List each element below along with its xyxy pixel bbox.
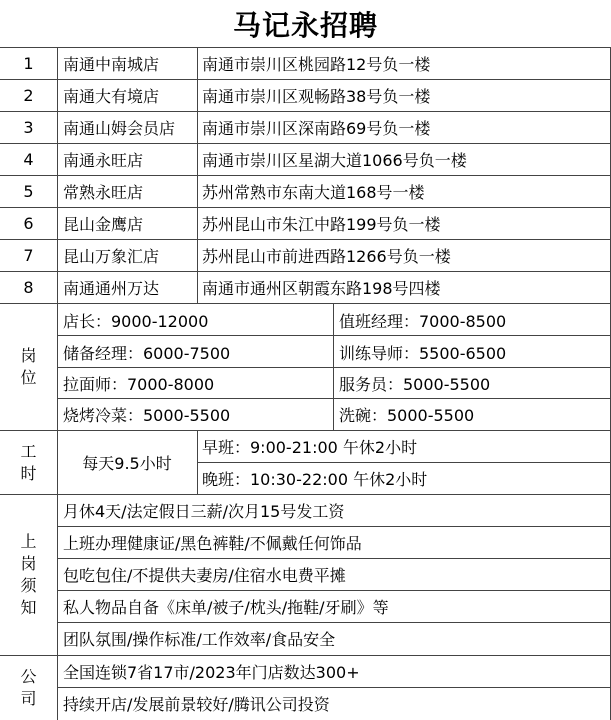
grid-line <box>197 47 198 303</box>
grid-line <box>0 430 611 431</box>
store-name: 南通大有境店 <box>63 86 160 106</box>
grid-line <box>0 271 611 272</box>
position-salary: 值班经理：7000-8500 <box>339 311 507 331</box>
position-salary: 储备经理：6000-7500 <box>63 343 231 363</box>
daily-hours: 每天9.5小时 <box>82 454 172 473</box>
page-title: 马记永招聘 <box>232 8 378 42</box>
position-salary: 店长：9000-12000 <box>63 311 209 331</box>
grid-line <box>57 526 611 527</box>
store-address: 南通市崇川区观畅路38号负一楼 <box>202 86 431 106</box>
grid-line <box>57 622 611 623</box>
label-char: 公 <box>20 667 37 686</box>
grid-line <box>57 687 611 688</box>
store-number: 3 <box>23 117 34 137</box>
grid-line <box>57 590 611 591</box>
company-item: 持续开店/发展前景较好/腾讯公司投资 <box>63 695 330 714</box>
note-item: 包吃包住/不提供夫妻房/住宿水电费平摊 <box>63 566 346 585</box>
grid-line <box>0 47 611 48</box>
position-salary: 服务员：5000-5500 <box>339 374 491 394</box>
notes-label <box>0 495 57 655</box>
shift-time: 早班：9:00-21:00 午休2小时 <box>202 438 418 457</box>
store-address: 苏州常熟市东南大道168号一楼 <box>202 182 425 202</box>
note-item: 团队氛围/操作标准/工作效率/食品安全 <box>63 630 336 649</box>
grid-line <box>0 143 611 144</box>
store-number: 4 <box>23 149 34 169</box>
position-salary: 拉面师：7000-8000 <box>63 374 215 394</box>
grid-line <box>0 175 611 176</box>
grid-line <box>57 47 58 720</box>
label-char: 时 <box>20 463 37 483</box>
grid-line <box>0 207 611 208</box>
store-name: 南通永旺店 <box>63 150 144 170</box>
note-item: 月休4天/法定假日三薪/次月15号发工资 <box>63 502 345 521</box>
store-name: 昆山金鹰店 <box>63 214 144 234</box>
grid-line <box>197 462 611 463</box>
store-number: 8 <box>23 277 34 297</box>
hours-label <box>0 431 57 494</box>
position-salary: 训练导师：5500-6500 <box>339 343 507 363</box>
store-number: 6 <box>23 213 34 233</box>
shift-time: 晚班：10:30-22:00 午休2小时 <box>202 470 428 489</box>
grid-line <box>0 111 611 112</box>
store-name: 昆山万象汇店 <box>63 246 160 266</box>
store-number: 1 <box>23 53 34 73</box>
grid-line <box>57 398 611 399</box>
store-address: 南通市通州区朝霞东路198号四楼 <box>202 278 441 298</box>
label-char: 司 <box>20 689 37 708</box>
position-salary: 洗碗：5000-5500 <box>339 405 475 425</box>
store-address: 苏州昆山市前进西路1266号负一楼 <box>202 246 451 266</box>
grid-line <box>57 558 611 559</box>
grid-line <box>0 303 611 304</box>
label-char: 位 <box>20 368 37 387</box>
label-char: 上 <box>20 532 37 551</box>
store-number: 5 <box>23 181 34 201</box>
company-item: 全国连锁7省17市/2023年门店数达300+ <box>63 663 360 682</box>
grid-line <box>0 494 611 495</box>
label-char: 工 <box>20 441 37 461</box>
positions-label <box>0 304 57 430</box>
store-address: 南通市崇川区桃园路12号负一楼 <box>202 54 431 74</box>
label-char: 岗 <box>20 554 37 573</box>
store-name: 常熟永旺店 <box>63 182 144 202</box>
grid-line <box>0 655 611 656</box>
note-item: 私人物品自备《床单/被子/枕头/拖鞋/牙刷》等 <box>63 598 389 617</box>
grid-line <box>57 335 611 336</box>
store-name: 南通中南城店 <box>63 54 160 74</box>
store-name: 南通山姆会员店 <box>63 118 176 138</box>
position-salary: 烧烤冷菜：5000-5500 <box>63 405 231 425</box>
label-char: 岗 <box>20 346 37 365</box>
store-name: 南通通州万达 <box>63 278 160 298</box>
grid-line <box>197 430 198 494</box>
company-label <box>0 656 57 720</box>
store-address: 苏州昆山市朱江中路199号负一楼 <box>202 214 441 234</box>
store-number: 7 <box>23 245 34 265</box>
store-address: 南通市崇川区星湖大道1066号负一楼 <box>202 150 467 170</box>
note-item: 上班办理健康证/黑色裤鞋/不佩戴任何饰品 <box>63 534 362 553</box>
grid-line <box>57 367 611 368</box>
grid-line <box>0 239 611 240</box>
grid-line <box>0 79 611 80</box>
label-char: 知 <box>20 598 37 617</box>
store-number: 2 <box>23 85 34 105</box>
store-address: 南通市崇川区深南路69号负一楼 <box>202 118 431 138</box>
label-char: 须 <box>20 576 37 595</box>
grid-line <box>333 303 334 430</box>
